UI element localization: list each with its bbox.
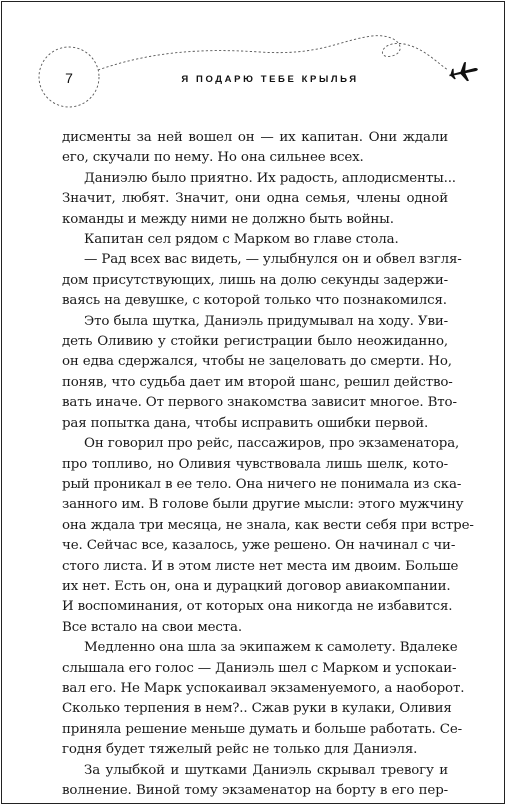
- text-line: — Рад всех вас видеть, — улыбнулся он и обвел взгля-: [84, 252, 462, 268]
- text-line: Это была шутка, Даниэль придумывал на ходу. Уви-: [84, 313, 448, 329]
- text-line: Он говорил про рейс, пассажиров, про экзаменатора,: [84, 436, 460, 452]
- text-line: Все встало на свои места.: [62, 619, 242, 635]
- header-flight-path: [0, 0, 508, 120]
- text-line: приняла решение меньше думать и больше работать. Се-: [62, 721, 463, 737]
- text-line: дом присутствующих, лишь на долю секунды задержи-: [62, 272, 448, 288]
- text-line: слышала его голос — Даниэль шел с Марком и успокаи-: [62, 660, 457, 676]
- text-line: про топливо, но Оливия чувствовала лишь шелк, кото-: [62, 456, 448, 472]
- text-line: Медленно она шла за экипажем к самолету. Вдалеке: [84, 640, 458, 656]
- text-line: команды и между ними не должно быть войны.: [62, 211, 394, 227]
- paragraph: [62, 638, 465, 760]
- flight-path-line: [98, 36, 448, 70]
- text-line: его, скучали по нему. Но она сильнее всех.: [62, 150, 364, 166]
- running-title: Я ПОДАРЮ ТЕБЕ КРЫЛЬЯ: [181, 74, 359, 85]
- text-line: занного им. В голове были другие мысли: этого мужчину: [62, 497, 464, 513]
- text-line: рый проникал в ее тело. Она ничего не понимала из ска-: [62, 476, 462, 492]
- text-line: Капитан сел рядом с Марком во главе стола.: [84, 232, 399, 248]
- text-line: стого листа. И в этом листе нет места им двоим. Больше: [62, 558, 459, 574]
- paragraph: [62, 761, 448, 802]
- text-line: волнение. Виной тому экзаменатор на борту в его пер-: [62, 783, 448, 798]
- text-line: вал его. Не Марк успокаивал экзаменуемого, а наоборот.: [62, 680, 465, 696]
- paragraph: [62, 312, 457, 434]
- text-line: рая попытка дана, чтобы исправить ошибки первой.: [62, 415, 429, 431]
- paragraph: [62, 250, 462, 311]
- text-line: он едва сдержался, чтобы не зацеловать до смерти. Но,: [62, 354, 452, 370]
- text-line: Сколько терпения в нем?.. Сжав руки в кулаки, Оливия: [62, 701, 452, 717]
- paragraph: [62, 230, 448, 250]
- paragraph: [62, 169, 456, 230]
- paragraph: [62, 434, 474, 638]
- text-line: За улыбкой и шутками Даниэль скрывал тревогу и: [84, 762, 448, 778]
- text-line: И воспоминания, от которых она никогда не избавится.: [62, 599, 453, 615]
- paragraph: [62, 128, 448, 169]
- text-line: вать иначе. От первого знакомства зависит многое. Вто-: [62, 395, 457, 411]
- text-line: годня будет тяжелый рейс не только для Даниэля.: [62, 742, 418, 758]
- text-line: она ждала три месяца, не знала, как вести себя при встре-: [62, 517, 474, 533]
- text-line: че. Сейчас все, казалось, уже решено. Он начинал с чи-: [62, 538, 456, 554]
- airplane-icon: [447, 60, 479, 85]
- page-number: 7: [65, 70, 73, 86]
- body-text: [62, 128, 474, 801]
- text-line: ваясь на девушке, с которой только что познакомился.: [62, 293, 447, 309]
- text-line: деть Оливию у стойки регистрации было неожиданно,: [62, 334, 448, 350]
- text-line: Даниэлю было приятно. Их радость, аплодисменты...: [84, 170, 456, 186]
- text-line: Значит, любят. Значит, они одна семья, члены одной: [62, 191, 448, 207]
- text-line: их нет. Есть он, она и дурацкий договор авиакомпании.: [62, 578, 451, 594]
- text-line: дисменты за ней вошел он — их капитан. Они ждали: [62, 130, 448, 145]
- text-line: поняв, что судьба дает им второй шанс, решил действо-: [62, 374, 453, 390]
